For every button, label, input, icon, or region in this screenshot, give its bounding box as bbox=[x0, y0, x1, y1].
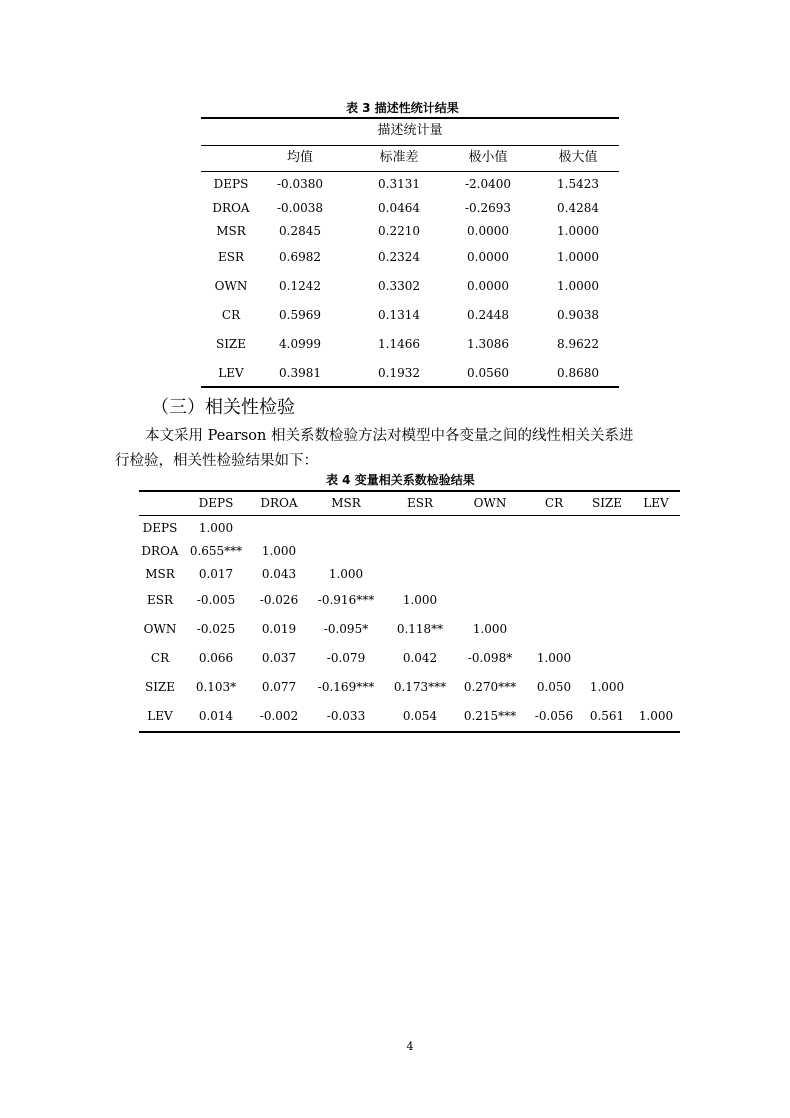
table3-row-label: ESR bbox=[217, 250, 245, 264]
table3-cell: 0.4284 bbox=[557, 201, 599, 215]
table4-row-label: DEPS bbox=[142, 521, 178, 535]
table4-cell: -0.079 bbox=[326, 651, 366, 665]
table4-cell: 0.050 bbox=[536, 680, 572, 694]
table4-cell: 0.066 bbox=[198, 651, 234, 665]
table3-cell: 0.8680 bbox=[557, 366, 599, 380]
table4-cell: -0.056 bbox=[534, 709, 574, 723]
table4-column-header: LEV bbox=[643, 496, 669, 510]
table3-cell: 0.0560 bbox=[467, 366, 509, 380]
table4-column-header: DEPS bbox=[198, 496, 234, 510]
table4-column-header: SIZE bbox=[591, 496, 623, 510]
table3-cell: 1.0000 bbox=[557, 224, 599, 238]
table3-mid-rule bbox=[201, 145, 619, 146]
table4-cell: 0.561 bbox=[589, 709, 625, 723]
paragraph-line-1: 本文采用 Pearson 相关系数检验方法对模型中各变量之间的线性相关关系进 bbox=[145, 428, 634, 444]
page-number: 4 bbox=[406, 1040, 414, 1053]
table4-cell: -0.025 bbox=[196, 622, 236, 636]
table4-row-label: SIZE bbox=[144, 680, 176, 694]
table3-column-header: 极大值 bbox=[558, 150, 598, 165]
table4-cell: 0.042 bbox=[402, 651, 438, 665]
table4-row-label: DROA bbox=[141, 544, 179, 558]
table4-cell: 0.019 bbox=[261, 622, 297, 636]
table4-column-header: MSR bbox=[331, 496, 361, 510]
table4-cell: 0.118** bbox=[396, 622, 444, 636]
table3-cell: 0.2448 bbox=[467, 308, 509, 322]
table3-cell: 0.0000 bbox=[467, 224, 509, 238]
table3-cell: 4.0999 bbox=[279, 337, 321, 351]
table4-cell: 1.000 bbox=[472, 622, 508, 636]
table4-cell: 1.000 bbox=[402, 593, 438, 607]
table3-column-header: 标准差 bbox=[379, 150, 419, 165]
table3-bottom-rule bbox=[201, 386, 619, 388]
table4-cell: -0.095* bbox=[323, 622, 369, 636]
table4-cell: -0.916*** bbox=[317, 593, 375, 607]
table4-cell: 0.173*** bbox=[393, 680, 447, 694]
table4-cell: 0.077 bbox=[261, 680, 297, 694]
table4-cell: 1.000 bbox=[536, 651, 572, 665]
table4-cell: 0.103* bbox=[195, 680, 237, 694]
table4-top-rule bbox=[139, 490, 680, 492]
table3-row-label: MSR bbox=[216, 224, 246, 238]
table4-row-label: ESR bbox=[146, 593, 174, 607]
table4-cell: -0.002 bbox=[259, 709, 299, 723]
table4-cell: 0.270*** bbox=[463, 680, 517, 694]
table4-cell: -0.026 bbox=[259, 593, 299, 607]
table3-cell: -0.0038 bbox=[276, 201, 324, 215]
table4-bottom-rule bbox=[139, 731, 680, 733]
table3-row-label: SIZE bbox=[215, 337, 247, 351]
table3-cell: 0.0000 bbox=[467, 279, 509, 293]
table3-cell: 1.0000 bbox=[557, 250, 599, 264]
table3-cell: 0.6982 bbox=[279, 250, 321, 264]
table3-cell: 1.5423 bbox=[557, 177, 599, 191]
table3-column-header: 均值 bbox=[286, 150, 314, 165]
table4-cell: 0.054 bbox=[402, 709, 438, 723]
table4-row-label: LEV bbox=[147, 709, 173, 723]
table4-cell: 1.000 bbox=[638, 709, 674, 723]
paragraph-line-2: 行检验，相关性检验结果如下： bbox=[115, 453, 318, 469]
table4-cell: 0.014 bbox=[198, 709, 234, 723]
table4-cell: 1.000 bbox=[328, 567, 364, 581]
table3-cell: 0.3302 bbox=[378, 279, 420, 293]
table4-cell: 0.043 bbox=[261, 567, 297, 581]
table3-cell: 0.5969 bbox=[279, 308, 321, 322]
table4-row-label: CR bbox=[150, 651, 170, 665]
table3-cell: 0.0464 bbox=[378, 201, 420, 215]
table4-row-label: OWN bbox=[143, 622, 177, 636]
table3-cell: -0.0380 bbox=[276, 177, 324, 191]
table3-cell: 0.2845 bbox=[279, 224, 321, 238]
table3-column-header: 极小值 bbox=[468, 150, 508, 165]
table4-cell: 0.017 bbox=[198, 567, 234, 581]
table3-row-label: LEV bbox=[218, 366, 244, 380]
table3-top-rule bbox=[201, 117, 619, 119]
table4-cell: 1.000 bbox=[589, 680, 625, 694]
table3-cell: 1.1466 bbox=[378, 337, 420, 351]
table3-header-rule bbox=[201, 171, 619, 172]
table4-cell: -0.033 bbox=[326, 709, 366, 723]
table4-cell: -0.169*** bbox=[317, 680, 375, 694]
table3-cell: 0.3981 bbox=[279, 366, 321, 380]
table4-cell: 1.000 bbox=[261, 544, 297, 558]
table4-cell: 0.215*** bbox=[463, 709, 517, 723]
table4-column-header: CR bbox=[544, 496, 564, 510]
table3-cell: 0.3131 bbox=[378, 177, 420, 191]
section-heading: （三）相关性检验 bbox=[151, 397, 295, 418]
table3-cell: 1.0000 bbox=[557, 279, 599, 293]
table3-row-label: OWN bbox=[214, 279, 248, 293]
table4-cell: 1.000 bbox=[198, 521, 234, 535]
table3-group-header: 描述统计量 bbox=[377, 123, 443, 138]
table3-cell: -2.0400 bbox=[464, 177, 512, 191]
table4-caption: 表 4 变量相关系数检验结果 bbox=[326, 473, 475, 487]
table3-cell: 0.1242 bbox=[279, 279, 321, 293]
table3-cell: 0.1314 bbox=[378, 308, 420, 322]
table3-cell: 8.9622 bbox=[557, 337, 599, 351]
table3-row-label: DROA bbox=[212, 201, 250, 215]
table3-cell: 0.2324 bbox=[378, 250, 420, 264]
table4-cell: -0.098* bbox=[467, 651, 513, 665]
table4-column-header: ESR bbox=[406, 496, 434, 510]
table3-cell: 0.2210 bbox=[378, 224, 420, 238]
table4-cell: -0.005 bbox=[196, 593, 236, 607]
table3-cell: 1.3086 bbox=[467, 337, 509, 351]
table3-cell: 0.9038 bbox=[557, 308, 599, 322]
table3-cell: 0.0000 bbox=[467, 250, 509, 264]
table4-cell: 0.037 bbox=[261, 651, 297, 665]
table3-row-label: CR bbox=[221, 308, 241, 322]
table3-row-label: DEPS bbox=[213, 177, 249, 191]
table3-cell: -0.2693 bbox=[464, 201, 512, 215]
table4-row-label: MSR bbox=[145, 567, 175, 581]
table3-caption: 表 3 描述性统计结果 bbox=[346, 101, 459, 115]
table4-cell: 0.655*** bbox=[189, 544, 243, 558]
table4-column-header: OWN bbox=[473, 496, 507, 510]
table3-cell: 0.1932 bbox=[378, 366, 420, 380]
table4-header-rule bbox=[139, 515, 680, 516]
table4-column-header: DROA bbox=[260, 496, 298, 510]
